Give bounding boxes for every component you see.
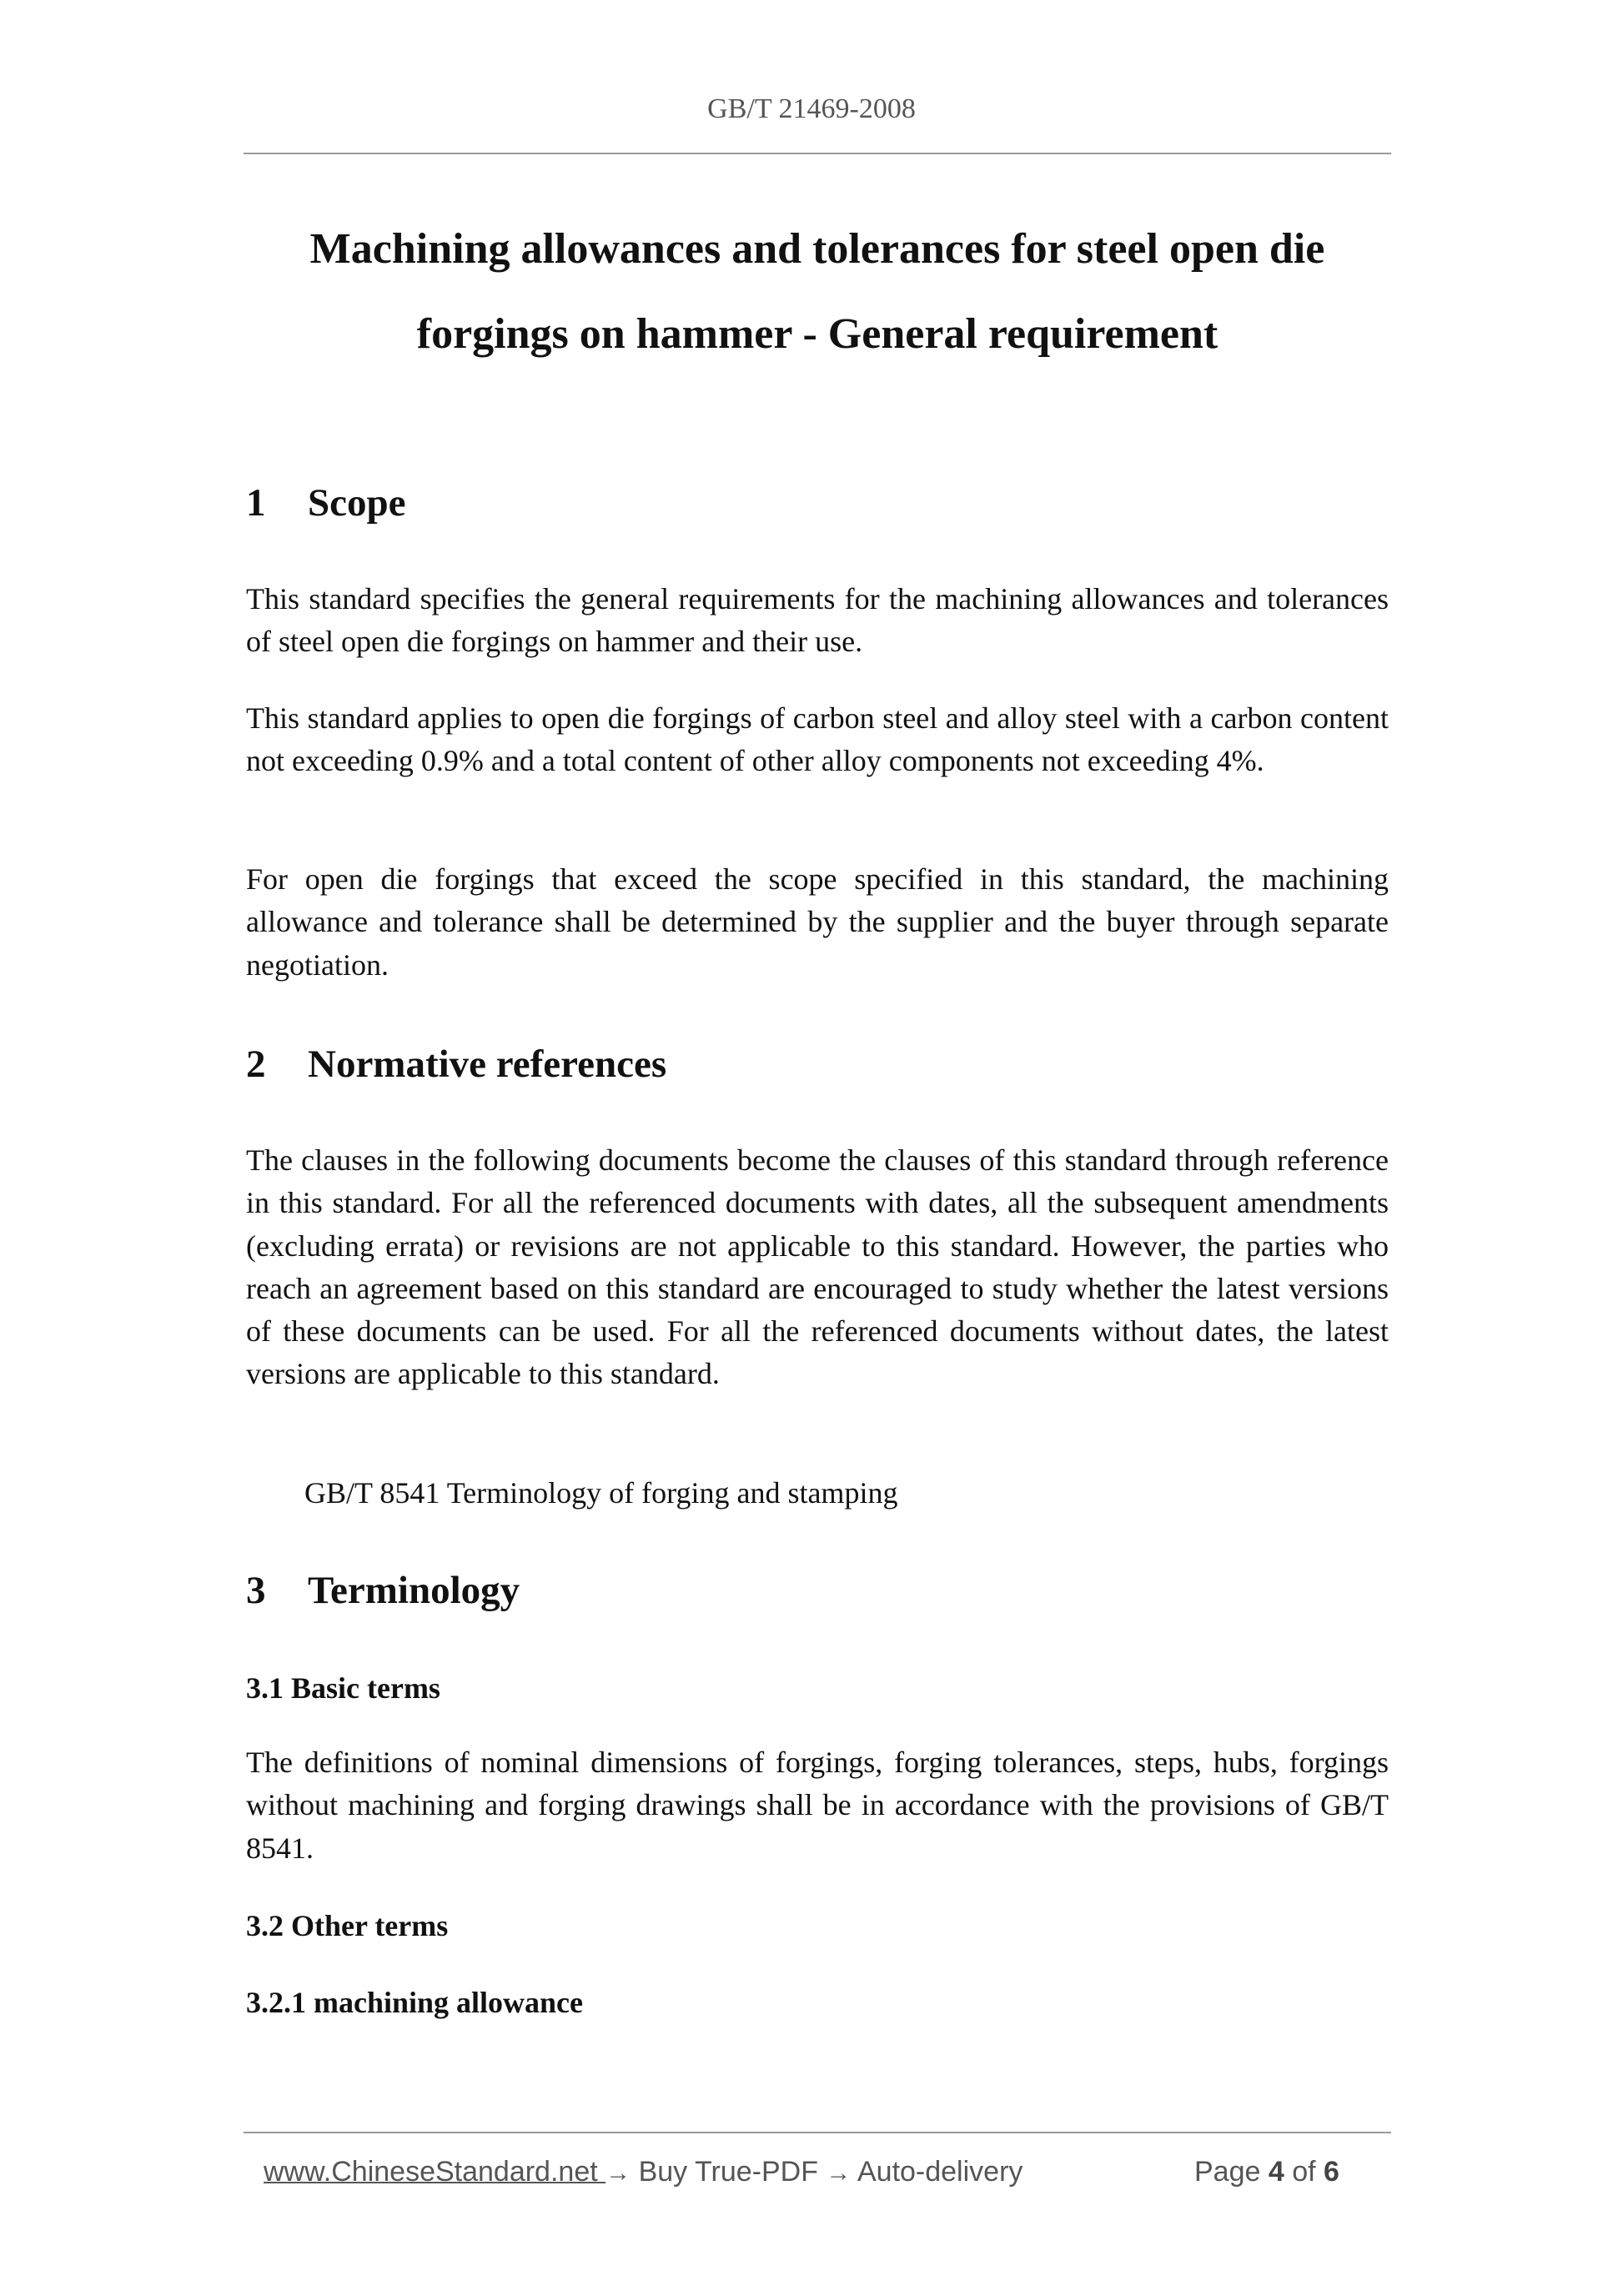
header-divider: [244, 153, 1391, 154]
scope-paragraph-2: This standard applies to open die forgings of carbon steel and alloy steel with a carbon content not exceeding 0.9% and a total content of other alloy components not exceeding 4%.: [246, 701, 1389, 778]
page-indicator: [1194, 2153, 1339, 2190]
total-pages: 6: [1324, 2156, 1339, 2188]
subsection-3-1-heading: 3.1 Basic terms: [246, 1671, 440, 1705]
section-number: 1: [246, 481, 266, 525]
chinesestandard-link[interactable]: www.ChineseStandard.net: [264, 2156, 606, 2188]
document-title-line-2: forgings on hammer - General requirement: [416, 310, 1219, 358]
section-1-heading: [246, 482, 406, 524]
arrow-right-icon: →: [826, 2159, 852, 2187]
subsection-3-2-1-heading: 3.2.1 machining allowance: [246, 1986, 584, 2019]
of-label: of: [1292, 2156, 1316, 2188]
document-title-line-1: Machining allowances and tolerances for steel open die: [309, 225, 1325, 273]
buy-true-pdf-text: Buy True-PDF: [631, 2156, 827, 2188]
normative-references-paragraph: The clauses in the following documents become the clauses of this standard through reference in this standard. For all the referenced documents with dates, all the subsequent amendments (excluding errata) or revisions are not applicable to this standard. However, the parties who reach an agreement based on this standard are encouraged to study whether the latest versions of these documents can be used. For all the referenced documents without dates, the latest versions are applicable to this standard.: [246, 1143, 1389, 1391]
arrow-right-icon: →: [605, 2159, 631, 2187]
section-title: Scope: [308, 481, 406, 525]
scope-paragraph-1: This standard specifies the general requirements for the machining allowances and tolerances of steel open die forgings on hammer and their use.: [246, 582, 1389, 659]
subsection-3-2-heading: 3.2 Other terms: [246, 1909, 449, 1942]
section-number: 2: [246, 1042, 266, 1086]
footer-divider: [244, 2132, 1391, 2133]
section-title: Terminology: [308, 1569, 520, 1612]
document-id-header: GB/T 21469-2008: [707, 93, 916, 124]
section-number: 3: [246, 1569, 266, 1612]
basic-terms-paragraph: The definitions of nominal dimensions of forgings, forging tolerances, steps, hubs, forgings without machining and forging drawings shall be in accordance with the provisions of GB/T 8541.: [246, 1746, 1389, 1865]
footer-promo: [264, 2153, 1023, 2192]
section-2-heading: [246, 1043, 666, 1085]
reference-item: GB/T 8541 Terminology of forging and stamping: [304, 1476, 898, 1510]
auto-delivery-text: Auto-delivery: [851, 2156, 1023, 2188]
scope-paragraph-3: For open die forgings that exceed the scope specified in this standard, the machining allowance and tolerance shall be determined by the supplier and the buyer through separate negotiation.: [246, 862, 1389, 982]
page-label: Page: [1194, 2156, 1261, 2188]
current-page: 4: [1268, 2156, 1284, 2188]
section-3-heading: [246, 1570, 520, 1611]
section-title: Normative references: [308, 1042, 667, 1086]
